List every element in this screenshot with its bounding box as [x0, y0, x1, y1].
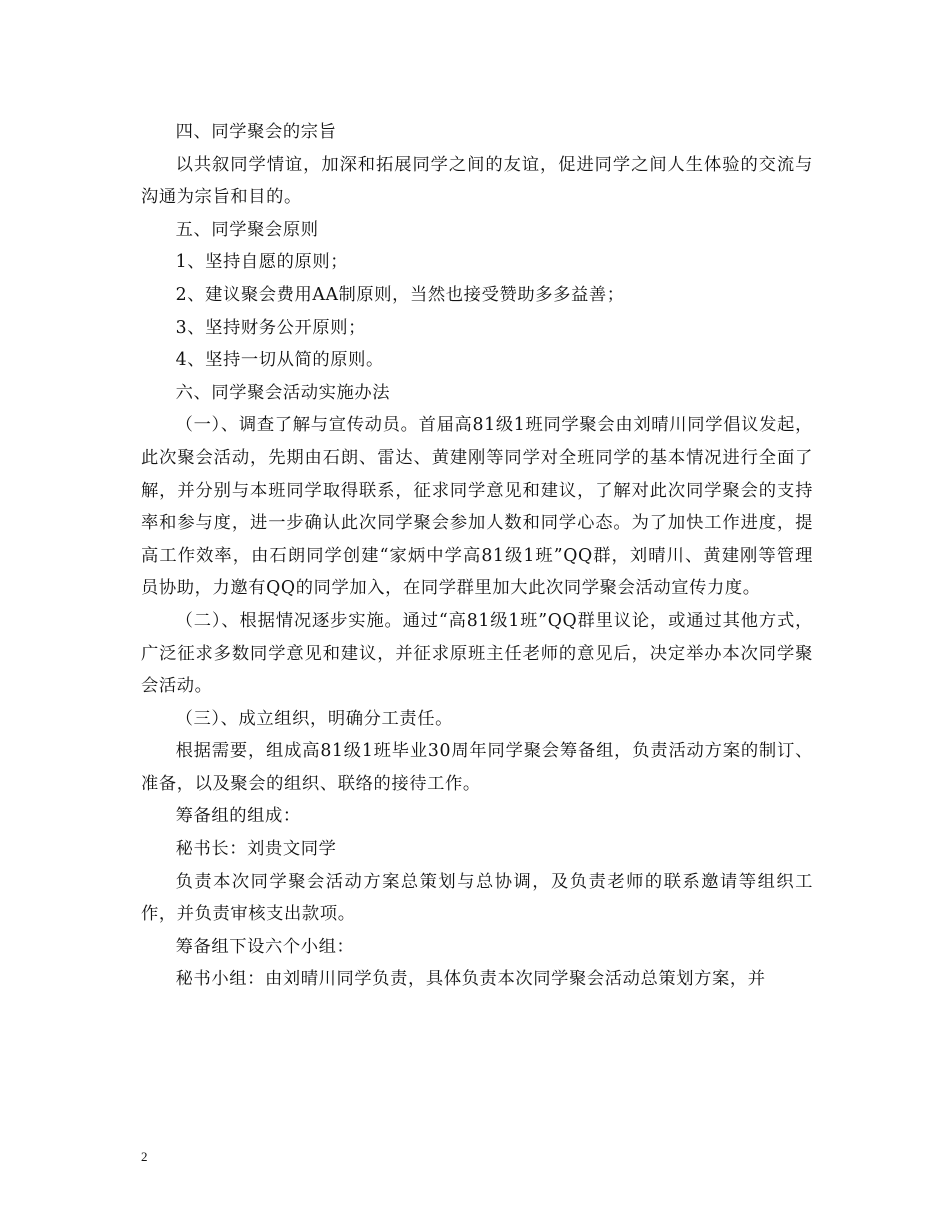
paragraph-committee: 根据需要，组成高81级1班毕业30周年同学聚会筹备组，负责活动方案的制订、准备，以及聚会的组织、联络的接待工作。: [141, 741, 813, 794]
principle-item-2: 2、建议聚会费用AA制原则，当然也接受赞助多多益善；: [175, 284, 625, 305]
paragraph-purpose: 以共叙同学情谊，加深和拓展同学之间的友谊，促进同学之间人生体验的交流与沟通为宗旨和目的。: [141, 154, 813, 208]
principle-item-4: 4、坚持一切从简的原则。: [175, 350, 384, 371]
paragraph-committee-composition: 筹备组的组成：: [175, 806, 301, 827]
section-heading-implementation: 六、同学聚会活动实施办法: [175, 382, 391, 403]
paragraph-step-2: （二）、根据情况逐步实施。通过“高81级1班”QQ群里议论，或通过其他方式，广泛征求多数同学意见和建议，并征求原班主任老师的意见后，决定举办本次同学聚会活动。: [141, 610, 813, 697]
paragraph-secretary-duties: 负责本次同学聚会活动方案总策划与总协调，及负责老师的联系邀请等组织工作，并负责审核支出款项。: [141, 871, 813, 925]
paragraph-subgroups: 筹备组下设六个小组：: [175, 936, 355, 957]
paragraph-step-3-heading: （三）、成立组织，明确分工责任。: [175, 708, 454, 729]
page-number: 2: [141, 1149, 148, 1164]
paragraph-step-1: （一）、调查了解与宣传动员。首届高81级1班同学聚会由刘晴川同学倡议发起，此次聚会活动，先期由石朗、雷达、黄建刚等同学对全班同学的基本情况进行全面了解，并分别与本班同学取得联系，征求同学意见和建议，了解对此次同学聚会的支持率和参与度，进一步确认此次同学聚会参加人数和同学心态。为了加快工作进度，提高工作效率，由石朗同学创建“家炳中学高81级1班”QQ群，刘晴川、黄建刚等管理员协助，力邀有QQ的同学加入，在同学群里加大此次同学聚会活动宣传力度。: [141, 415, 813, 599]
principle-item-1: 1、坚持自愿的原则；: [175, 252, 349, 273]
document-body: [141, 116, 813, 996]
paragraph-secretariat-group: 秘书小组：由刘晴川同学负责，具体负责本次同学聚会活动总策划方案，并: [175, 969, 766, 990]
section-heading-purpose: 四、同学聚会的宗旨: [175, 122, 337, 142]
principle-item-3: 3、坚持财务公开原则；: [175, 317, 367, 338]
paragraph-secretary-general: 秘书长：刘贵文同学: [175, 839, 337, 860]
section-heading-principles: 五、同学聚会原则: [175, 219, 319, 240]
